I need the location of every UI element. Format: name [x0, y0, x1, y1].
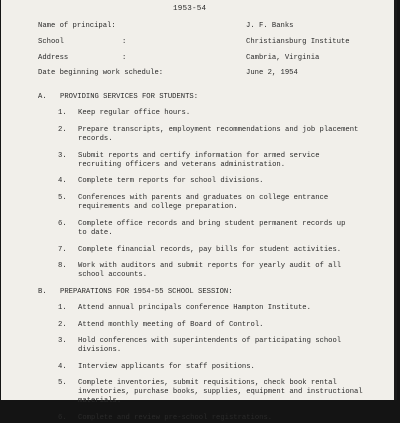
info-value: J. F. Banks	[246, 22, 294, 30]
item-text: Attend annual principals conference Hampton Institute.	[78, 304, 311, 312]
section-letter: B.	[38, 288, 47, 296]
section-a-heading	[38, 93, 198, 102]
info-label: School	[38, 38, 64, 46]
page-edge-shadow	[394, 0, 397, 400]
info-colon: :	[122, 38, 127, 46]
item-number: 3.	[58, 152, 67, 160]
item-text: Work with auditors and submit reports for yearly audit of all school accounts.	[78, 262, 342, 279]
item-text: Complete office records and bring student permanent records up to date.	[78, 220, 346, 237]
item-text: Complete financial records, pay bills for student activities.	[78, 246, 342, 254]
item-number: 1.	[58, 109, 67, 117]
item-number: 5.	[58, 194, 67, 202]
item-text: Complete term reports for school divisions.	[78, 177, 264, 185]
document-year: 1953-54	[173, 5, 207, 13]
item-text: Conferences with parents and graduates on college entrance requirements and college preparation.	[78, 194, 329, 211]
item-number: 4.	[58, 363, 67, 371]
item-text: Keep regular office hours.	[78, 109, 191, 117]
section-letter: A.	[38, 93, 47, 101]
item-text: Attend monthly meeting of Board of Control.	[78, 321, 264, 329]
section-title: PROVIDING SERVICES FOR STUDENTS:	[60, 93, 199, 101]
document-page	[1, 0, 397, 422]
item-number: 6.	[58, 220, 67, 228]
info-value: Christiansburg Institute	[246, 38, 350, 46]
item-number: 2.	[58, 321, 67, 329]
item-text: Complete inventories, submit requisitions, check book rental inventories, purchase books, supplies, equipment and instructional materials.	[78, 379, 363, 405]
info-label: Address	[38, 54, 69, 62]
item-number: 6.	[58, 414, 67, 422]
item-number: 4.	[58, 177, 67, 185]
section-b-heading	[38, 288, 233, 297]
info-value: Cambria, Virginia	[246, 54, 320, 62]
item-text: Submit reports and certify information for armed service recruiting officers and veterans administration.	[78, 152, 320, 169]
item-text: Hold conferences with superintendents of participating school divisions.	[78, 337, 342, 354]
info-value: June 2, 1954	[246, 69, 298, 77]
item-text: Prepare transcripts, employment recommendations and job placement records.	[78, 126, 359, 143]
item-text: Interview applicants for staff positions.	[78, 363, 255, 371]
item-number: 3.	[58, 337, 67, 345]
info-label: Name of principal:	[38, 22, 116, 30]
item-number: 7.	[58, 246, 67, 254]
item-number: 5.	[58, 379, 67, 387]
item-text: Complete and review pre-school registrations.	[78, 414, 273, 422]
item-number: 1.	[58, 304, 67, 312]
info-colon: :	[122, 54, 127, 62]
section-title: PREPARATIONS FOR 1954-55 SCHOOL SESSION:	[60, 288, 233, 296]
item-number: 2.	[58, 126, 67, 134]
info-label: Date beginning work schedule:	[38, 69, 164, 77]
item-number: 8.	[58, 262, 67, 270]
